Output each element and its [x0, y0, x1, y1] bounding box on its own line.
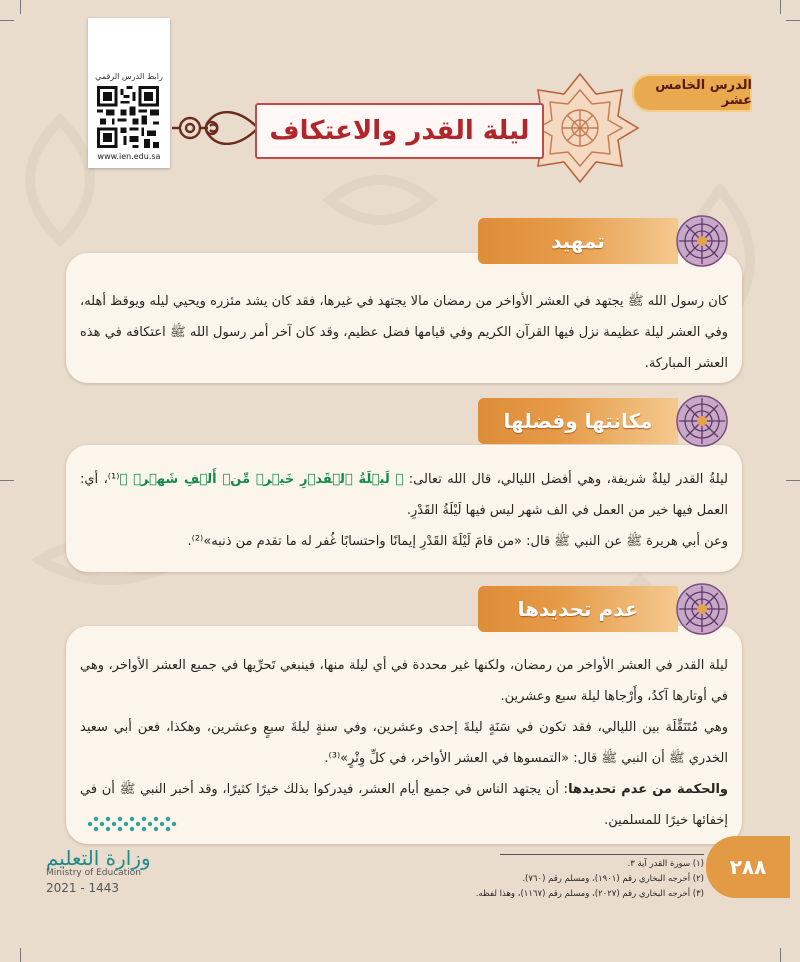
virtue-text-after-verse: ⁽¹⁾، أي: العمل فيها خير من العمل في الف شهر ليس فيها لَيْلَةُ القَدْرِ.: [80, 472, 728, 518]
intro-text: [80, 286, 728, 379]
timing-paragraph-2: وهي مُتَنَقِّلَة بين الليالي، فقد تكون في سَنَةٍ ليلةَ إحدى وعشرين، وفي سنةٍ ليلةَ سبعٍ وعشرين، وهكذا، فعن أبي سعيد الخدري ﷺ أن النبي ﷺ قال: «التمسوها في العشر الأواخر، في كلِّ وِتْرٍ»⁽³⁾.: [80, 720, 728, 766]
footnotes: [404, 857, 704, 902]
wisdom-label: والحكمة من عدم تحديدها: [568, 782, 728, 797]
crop-mark: [20, 0, 21, 14]
footnote: (٢) أخرجه البخاري رقم (١٩٠١)، ومسلم رقم (٧٦٠).: [522, 874, 704, 884]
virtue-text: [80, 464, 728, 557]
section-title: عدم تحديدها: [517, 597, 639, 621]
footnote: (٣) أخرجه البخاري رقم (٢٠٢٧)، ومسلم رقم (١١٦٧)، وهذا لفظه.: [475, 889, 704, 899]
lesson-title-box: [255, 103, 544, 159]
crop-mark: [780, 948, 781, 962]
wisdom-text: : أن يجتهد الناس في جميع أيام العشر، فيدركوا بذلك خيرًا كثيرًا، وقد أخبر النبي ﷺ أن في إخفائها خيرًا للمسلمين.: [80, 782, 728, 828]
crop-mark: [20, 948, 21, 962]
ministry-name-arabic: وزارة التعليم: [46, 846, 151, 870]
ministry-logo-icon: [84, 812, 180, 836]
intro-paragraph: كان رسول الله ﷺ يجتهد في العشر الأواخر من رمضان مالا يجتهد في غيرها، فقد كان يشد مئزره ويحيي ليله ويوقظ أهله، وفي العشر ليلة عظيمة نزل فيها القرآن الكريم وفي قيامها فضل عظيم، وقد كان آخر أمر رسول الله ﷺ اعتكافه في هذه العشر المباركة.: [80, 294, 728, 371]
rosette-icon: [676, 215, 728, 267]
virtue-paragraph-2: وعن أبي هريرة ﷺ عن النبي ﷺ قال: «من قامَ لَيْلَةَ القَدْرِ إيمانًا واحتسابًا غُفر له ما تقدم من ذنبه»⁽²⁾.: [187, 534, 728, 549]
ministry-name-english: Ministry of Education: [46, 868, 141, 878]
quran-verse: ﴿ لَيۡلَةُ ٱلۡقَدۡرِ خَيۡرٞ مِّنۡ أَلۡفِ شَهۡرٖ ﴾: [119, 472, 404, 487]
virtue-text-before-verse: ليلةُ القدر ليلةٌ شريفة، وهي أفضل الليالي، قال الله تعالى:: [403, 472, 728, 487]
lesson-title: ليلة القدر والاعتكاف: [269, 116, 530, 146]
digital-lesson-card[interactable]: [88, 18, 170, 168]
qr-code-icon[interactable]: [97, 86, 159, 148]
rosette-icon: [676, 395, 728, 447]
page-number: ٢٨٨: [729, 855, 767, 879]
lesson-number-tag: الدرس الخامس عشر: [632, 74, 752, 112]
crop-mark: [780, 0, 781, 14]
section-title: تمهيد: [551, 229, 605, 253]
edition-year: 2021 - 1443: [46, 881, 120, 895]
title-ornament-left-icon: [168, 104, 262, 152]
intro-section-header: [478, 218, 678, 264]
section-title: مكانتها وفضلها: [503, 409, 653, 433]
footnote-divider: [500, 854, 704, 855]
timing-text: [80, 650, 728, 836]
crop-mark: [0, 20, 14, 21]
footnote: (١) سورة القدر آية ٣.: [627, 859, 704, 869]
virtue-paragraph-1: [80, 464, 728, 526]
timing-section-header: [478, 586, 678, 632]
rosette-icon: [676, 583, 728, 635]
crop-mark: [786, 480, 800, 481]
crop-mark: [0, 480, 14, 481]
qr-caption: رابط الدرس الرقمي: [95, 72, 163, 81]
qr-url[interactable]: www.ien.edu.sa: [97, 152, 161, 161]
page-number-badge: [706, 836, 790, 898]
virtue-section-header: [478, 398, 678, 444]
timing-paragraph-1: ليلة القدر في العشر الأواخر من رمضان، ولكنها غير محددة في أي ليلة منها، فينبغي تَحرِّيها في جميع العشر الأواخر، وهي في أوتارها آكدُ، وأَرْجاها ليلة سبع وعشرين.: [80, 658, 728, 704]
crop-mark: [786, 20, 800, 21]
